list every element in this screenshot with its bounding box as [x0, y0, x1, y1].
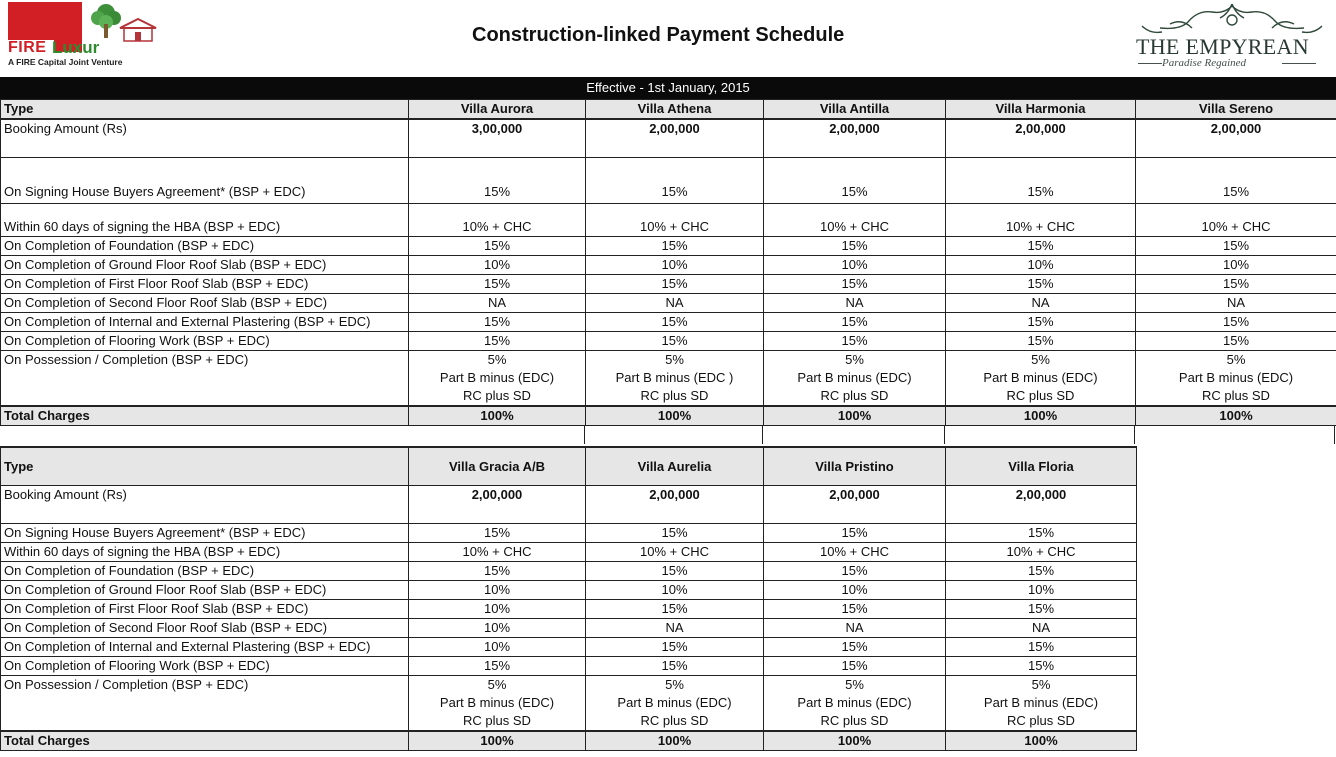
cell-line: RC plus SD [820, 387, 889, 403]
total-value: 100% [409, 406, 586, 426]
cell-value: 15% [764, 274, 946, 293]
cell-value: NA [1136, 293, 1336, 312]
column-header: Villa Gracia A/B [409, 447, 586, 486]
row-label: On Completion of First Floor Roof Slab (BSP + EDC) [1, 274, 409, 293]
type-header: Type [1, 447, 409, 486]
cell-line: Part B minus (EDC ) [615, 369, 734, 385]
cell-line: 5% [1031, 677, 1051, 692]
total-value: 100% [586, 731, 764, 751]
cell-value: 15% [764, 331, 946, 350]
row-label: On Completion of Internal and External Plastering (BSP + EDC) [1, 638, 409, 657]
cell-value: 15% [409, 331, 586, 350]
cell-line: Part B minus (EDC) [983, 369, 1098, 385]
cell-value: 10% [586, 255, 764, 274]
cell-value: NA [409, 293, 586, 312]
empyrean-logo [1132, 0, 1332, 74]
row-label: On Possession / Completion (BSP + EDC) [1, 676, 409, 732]
payment-schedule-table-2 [0, 446, 1137, 751]
cell-line: RC plus SD [1006, 387, 1075, 403]
cell-value: 10% [1136, 255, 1336, 274]
cell-value: 15% [946, 657, 1137, 676]
table-row [1, 600, 1137, 619]
cell-value: 15% [764, 657, 946, 676]
cell-value: 10% + CHC [946, 203, 1136, 236]
row-label: Booking Amount (Rs) [1, 486, 409, 524]
total-label: Total Charges [1, 731, 409, 751]
column-header: Villa Athena [586, 100, 764, 120]
table-row [1, 312, 1336, 331]
cell-value: 2,00,000 [764, 119, 946, 157]
ornament-icon [1132, 0, 1332, 36]
cell-value: 15% [1136, 236, 1336, 255]
table-row [1, 638, 1137, 657]
row-label: On Completion of Flooring Work (BSP + EDC) [1, 657, 409, 676]
effective-date-banner: Effective - 1st January, 2015 [0, 77, 1336, 99]
cell-value: 2,00,000 [586, 119, 764, 157]
total-row [1, 731, 1137, 751]
row-label: On Completion of First Floor Roof Slab (BSP + EDC) [1, 600, 409, 619]
row-label: On Possession / Completion (BSP + EDC) [1, 350, 409, 406]
column-header: Villa Aurelia [586, 447, 764, 486]
cell-value: 2,00,000 [946, 119, 1136, 157]
cell-line: RC plus SD [463, 713, 531, 728]
column-header: Villa Pristino [764, 447, 946, 486]
spacer-divider [944, 426, 945, 444]
cell-value: 15% [1136, 274, 1336, 293]
cell-value: NA [586, 619, 764, 638]
table-row [1, 157, 1336, 203]
cell-value: 10% [409, 581, 586, 600]
cell-value: 15% [764, 638, 946, 657]
cell-value: 15% [946, 274, 1136, 293]
table-row [1, 619, 1137, 638]
total-value: 100% [586, 406, 764, 426]
cell-value: 10% + CHC [1136, 203, 1336, 236]
cell-value [409, 676, 586, 732]
table-spacer [0, 426, 1336, 444]
cell-value: 2,00,000 [764, 486, 946, 524]
cell-line: RC plus SD [640, 387, 709, 403]
total-value: 100% [946, 406, 1136, 426]
cell-value: 2,00,000 [946, 486, 1137, 524]
cell-line: RC plus SD [463, 387, 531, 403]
cell-line: Part B minus (EDC) [797, 369, 912, 385]
cell-value: 10% [946, 255, 1136, 274]
cell-value: 15% [409, 524, 586, 543]
cell-value: 10% + CHC [409, 203, 586, 236]
cell-value: 2,00,000 [1136, 119, 1336, 157]
cell-value [946, 350, 1136, 406]
cell-line: Part B minus (EDC) [617, 695, 732, 710]
cell-value: 10% [409, 619, 586, 638]
cell-value: 15% [586, 600, 764, 619]
cell-value: 10% + CHC [409, 543, 586, 562]
cell-value: 10% [409, 255, 586, 274]
total-value: 100% [409, 731, 586, 751]
cell-line: 5% [665, 351, 684, 367]
cell-value: 15% [946, 562, 1137, 581]
cell-value: 15% [409, 562, 586, 581]
type-header: Type [1, 100, 409, 120]
cell-value: NA [586, 293, 764, 312]
cell-value: 3,00,000 [409, 119, 586, 157]
row-label: On Completion of Second Floor Roof Slab (BSP + EDC) [1, 619, 409, 638]
table-row [1, 255, 1336, 274]
table-row [1, 543, 1137, 562]
cell-value [586, 350, 764, 406]
tagline-rule-right [1282, 63, 1316, 64]
cell-line: 5% [487, 677, 507, 692]
cell-value: 15% [764, 312, 946, 331]
cell-value: 15% [409, 657, 586, 676]
table-row [1, 236, 1336, 255]
cell-value [946, 676, 1137, 732]
cell-value: 2,00,000 [586, 486, 764, 524]
cell-line: 5% [1031, 351, 1050, 367]
cell-line: RC plus SD [1202, 387, 1270, 403]
cell-line: 5% [845, 677, 864, 692]
cell-value: 15% [586, 157, 764, 203]
row-label: On Signing House Buyers Agreement* (BSP + EDC) [1, 157, 409, 203]
cell-value: 15% [409, 312, 586, 331]
row-label: On Completion of Foundation (BSP + EDC) [1, 236, 409, 255]
payment-schedule-table-1 [0, 99, 1336, 426]
cell-line: RC plus SD [820, 713, 889, 728]
cell-line: 5% [1226, 351, 1246, 367]
row-label: Within 60 days of signing the HBA (BSP + EDC) [1, 543, 409, 562]
cell-value: 15% [586, 562, 764, 581]
cell-value: 10% [764, 255, 946, 274]
cell-value: 10% + CHC [764, 203, 946, 236]
cell-value: 15% [409, 274, 586, 293]
cell-value [764, 676, 946, 732]
table-row [1, 331, 1336, 350]
cell-value [764, 350, 946, 406]
total-value: 100% [764, 731, 946, 751]
cell-value: NA [946, 293, 1136, 312]
total-value: 100% [946, 731, 1137, 751]
logo-luxur-text: Luxur [52, 38, 100, 57]
cell-value: 2,00,000 [409, 486, 586, 524]
column-header: Villa Antilla [764, 100, 946, 120]
table-row [1, 562, 1137, 581]
cell-value: 15% [1136, 331, 1336, 350]
cell-line: Part B minus (EDC) [1178, 369, 1294, 385]
cell-value: NA [764, 293, 946, 312]
row-label: On Completion of Ground Floor Roof Slab (BSP + EDC) [1, 581, 409, 600]
cell-value: 15% [764, 562, 946, 581]
cell-value: 10% [764, 581, 946, 600]
row-label: On Completion of Second Floor Roof Slab (BSP + EDC) [1, 293, 409, 312]
cell-line: Part B minus (EDC) [439, 695, 555, 710]
table-row [1, 119, 1336, 157]
cell-value: 15% [946, 600, 1137, 619]
spacer-divider [762, 426, 763, 444]
table-row [1, 350, 1336, 406]
cell-value [409, 350, 586, 406]
cell-value: 15% [1136, 157, 1336, 203]
brand-name: THE EMPYREAN [1136, 34, 1309, 59]
cell-value: 10% + CHC [946, 543, 1137, 562]
column-header: Villa Aurora [409, 100, 586, 120]
row-label: On Completion of Flooring Work (BSP + EDC) [1, 331, 409, 350]
cell-value: 15% [586, 331, 764, 350]
cell-value: 10% [586, 581, 764, 600]
cell-line: Part B minus (EDC) [797, 695, 912, 710]
column-header: Villa Harmonia [946, 100, 1136, 120]
column-header: Villa Floria [946, 447, 1137, 486]
cell-value: 15% [409, 236, 586, 255]
cell-value: 15% [586, 274, 764, 293]
tagline-rule-left [1138, 63, 1162, 64]
page-title: Construction-linked Payment Schedule [472, 24, 845, 46]
cell-value: 15% [946, 331, 1136, 350]
house-icon [118, 18, 158, 42]
cell-value: 10% [409, 600, 586, 619]
cell-line: 5% [845, 351, 864, 367]
cell-value [586, 676, 764, 732]
cell-value: 15% [1136, 312, 1336, 331]
cell-line: 5% [487, 351, 507, 367]
table-row [1, 676, 1137, 732]
cell-value: 15% [586, 657, 764, 676]
row-label: On Completion of Internal and External Plastering (BSP + EDC) [1, 312, 409, 331]
cell-value: 15% [946, 312, 1136, 331]
cell-value: 15% [586, 638, 764, 657]
cell-value: 10% + CHC [586, 203, 764, 236]
cell-value: NA [764, 619, 946, 638]
spacer-divider [1134, 426, 1135, 444]
row-label: Booking Amount (Rs) [1, 119, 409, 157]
fire-luxur-logo [6, 2, 156, 66]
cell-line: Part B minus (EDC) [439, 369, 555, 385]
total-value: 100% [764, 406, 946, 426]
cell-value: 10% + CHC [586, 543, 764, 562]
brand-tagline: Paradise Regained [1162, 57, 1247, 69]
cell-value: 15% [946, 524, 1137, 543]
cell-value: 10% [409, 638, 586, 657]
cell-value: 15% [946, 236, 1136, 255]
table-row [1, 486, 1137, 524]
row-label: Within 60 days of signing the HBA (BSP + EDC) [1, 203, 409, 236]
total-value: 100% [1136, 406, 1336, 426]
cell-line: Part B minus (EDC) [983, 695, 1099, 710]
row-label: On Completion of Ground Floor Roof Slab (BSP + EDC) [1, 255, 409, 274]
cell-value: 15% [764, 524, 946, 543]
table-row [1, 293, 1336, 312]
row-label: On Completion of Foundation (BSP + EDC) [1, 562, 409, 581]
cell-value: 15% [946, 157, 1136, 203]
table-row [1, 274, 1336, 293]
logo-subtitle: A FIRE Capital Joint Venture [8, 57, 123, 67]
cell-value: 15% [586, 312, 764, 331]
cell-line: RC plus SD [1007, 713, 1075, 728]
table-row [1, 524, 1137, 543]
cell-value: 10% + CHC [764, 543, 946, 562]
cell-line: 5% [665, 677, 684, 692]
table-row [1, 581, 1137, 600]
table-header-row [1, 100, 1336, 120]
column-header: Villa Sereno [1136, 100, 1336, 120]
logo-fire-text: FIRE [8, 39, 47, 56]
total-label: Total Charges [1, 406, 409, 426]
table-row [1, 203, 1336, 236]
cell-value: 15% [586, 524, 764, 543]
cell-value: 15% [586, 236, 764, 255]
spacer-divider [584, 426, 585, 444]
row-label: On Signing House Buyers Agreement* (BSP + EDC) [1, 524, 409, 543]
table-header-row [1, 447, 1137, 486]
cell-value: 15% [946, 638, 1137, 657]
cell-value: NA [946, 619, 1137, 638]
total-row [1, 406, 1336, 426]
cell-value: 15% [764, 157, 946, 203]
cell-value [1136, 350, 1336, 406]
cell-value: 15% [409, 157, 586, 203]
cell-line: RC plus SD [640, 713, 709, 728]
table-row [1, 657, 1137, 676]
cell-value: 15% [764, 236, 946, 255]
cell-value: 15% [764, 600, 946, 619]
cell-value: 10% [946, 581, 1137, 600]
spacer-divider [1334, 426, 1335, 444]
